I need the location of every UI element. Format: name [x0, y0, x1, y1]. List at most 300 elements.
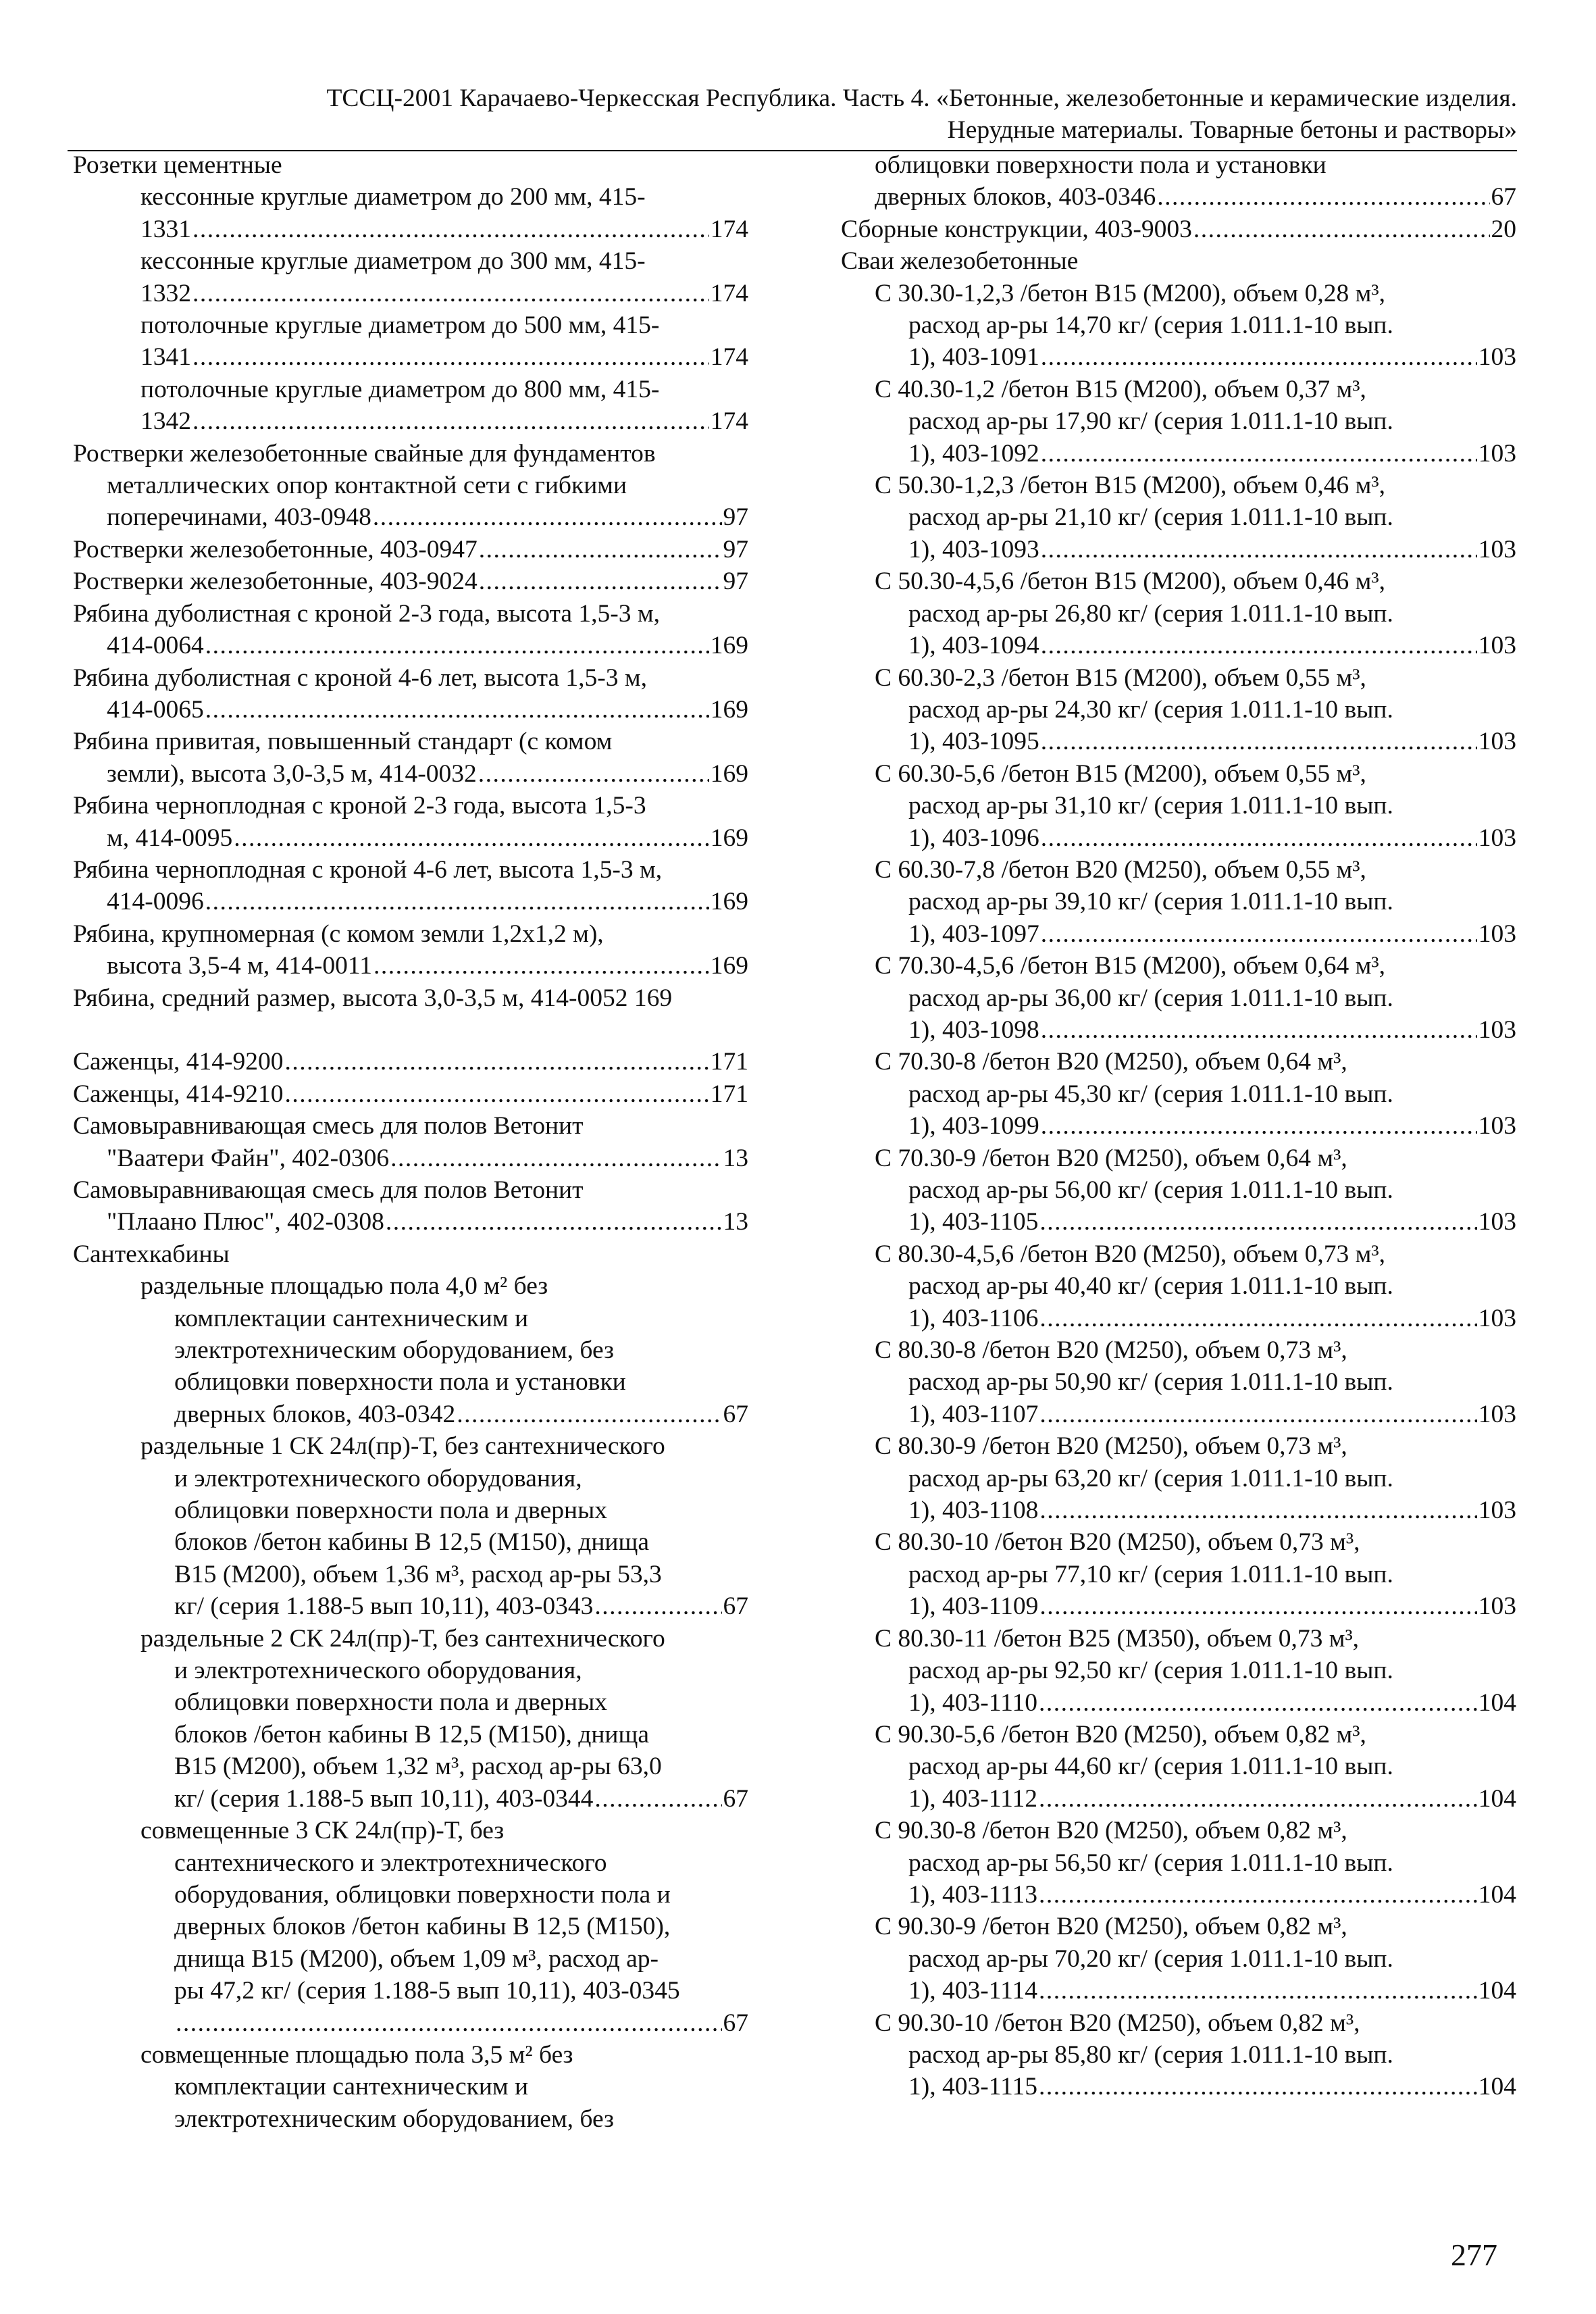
index-entry-line	[841, 598, 1516, 630]
index-entry-text: С 90.30-9 /бетон В20 (М250), объем 0,82 м³,	[875, 1913, 1347, 1941]
page-reference: 171	[710, 1080, 748, 1108]
index-entry-text: 414-0064	[107, 632, 204, 660]
index-entry-line	[841, 918, 1516, 950]
index-entry-line	[841, 213, 1516, 245]
page-reference: 169	[710, 632, 748, 660]
page-reference: 103	[1478, 1592, 1516, 1621]
index-entry	[73, 565, 748, 597]
index-entry-line	[841, 1494, 1516, 1526]
page-reference: 103	[1478, 1112, 1516, 1140]
index-entry	[841, 278, 1516, 374]
index-entry-line	[73, 374, 748, 405]
page-reference: 169	[634, 984, 673, 1012]
index-entry-text: земли), высота 3,0-3,5 м, 414-0032	[107, 759, 477, 788]
index-entry	[73, 1815, 748, 2039]
index-entry-text: С 80.30-4,5,6 /бетон В20 (М250), объем 0,73 м³,	[875, 1240, 1385, 1268]
index-entry-line	[841, 1334, 1516, 1366]
page-reference: 169	[710, 695, 748, 724]
index-entry-text: 1), 403-1099	[908, 1112, 1039, 1140]
index-entry-text: расход ар-ры 39,10 кг/ (серия 1.011.1-10 вып.	[908, 888, 1393, 916]
index-entry-text: оборудования, облицовки поверхности пола и	[174, 1880, 671, 1909]
index-entry-text: С 80.30-9 /бетон В20 (М250), объем 0,73 м³,	[875, 1432, 1347, 1461]
dot-leader	[1041, 918, 1477, 950]
index-entry	[841, 470, 1516, 565]
index-entry-line	[73, 1110, 748, 1142]
index-entry-text: кг/ (серия 1.188-5 вып 10,11), 403-0343	[174, 1592, 594, 1621]
dot-leader	[478, 758, 709, 790]
index-entry-text: Саженцы, 414-9200	[73, 1048, 284, 1076]
index-entry-text: С 80.30-11 /бетон В25 (М350), объем 0,73 м³,	[875, 1624, 1360, 1653]
index-entry-text: С 60.30-5,6 /бетон В15 (М200), объем 0,55 м³,	[875, 759, 1366, 788]
index-spacer	[73, 1014, 748, 1046]
index-entry-line	[841, 2071, 1516, 2103]
index-entry-line	[73, 1559, 748, 1590]
index-entry-line	[73, 1399, 748, 1430]
page-reference: 13	[723, 1144, 748, 1172]
index-entry-text: Самовыравнивающая смесь для полов Ветонит	[73, 1112, 584, 1140]
header-line-2: Нерудные материалы. Товарные бетоны и растворы»	[947, 116, 1517, 144]
index-entry-line	[73, 822, 748, 854]
dot-leader	[234, 822, 709, 854]
index-entry-text: "Ваатери Файн", 402-0306	[107, 1144, 390, 1172]
index-entry-text: потолочные круглые диаметром до 800 мм, 415-	[140, 375, 660, 403]
index-entry-line	[841, 1014, 1516, 1046]
index-entry-line	[73, 149, 748, 181]
index-entry-line	[73, 1430, 748, 1462]
index-entry-text: С 50.30-4,5,6 /бетон В15 (М200), объем 0,46 м³,	[875, 568, 1385, 596]
index-entry-line	[841, 982, 1516, 1014]
index-entry-line	[841, 181, 1516, 213]
index-entry-line	[841, 534, 1516, 565]
index-entry	[841, 1526, 1516, 1622]
dot-leader	[1041, 1014, 1477, 1046]
index-entry-line	[841, 1399, 1516, 1430]
index-entry-text: раздельные площадью пола 4,0 м² без	[140, 1272, 548, 1301]
index-entry-text: 1), 403-1106	[908, 1304, 1039, 1332]
index-entry-text: облицовки поверхности пола и дверных	[174, 1688, 608, 1717]
index-entry-text: 1), 403-1114	[908, 1977, 1037, 2005]
index-entry-text: Рябина черноплодная с кроной 2-3 года, высота 1,5-3	[73, 792, 646, 820]
index-entry-line	[73, 1719, 748, 1751]
dot-leader	[457, 1399, 721, 1430]
index-entry-text: расход ар-ры 31,10 кг/ (серия 1.011.1-10 вып.	[908, 792, 1393, 820]
index-entry-line	[841, 245, 1516, 277]
index-entry-line	[73, 501, 748, 533]
index-entry	[73, 245, 748, 309]
page-reference: 104	[1478, 2073, 1516, 2101]
index-entry-text: Рябина дуболистная с кроной 4-6 лет, высота 1,5-3 м,	[73, 663, 648, 692]
index-entry-text: дверных блоков /бетон кабины В 12,5 (М150),	[174, 1913, 671, 1941]
index-entry-line	[841, 822, 1516, 854]
index-entry-text: Рябина черноплодная с кроной 4-6 лет, высота 1,5-3 м,	[73, 855, 663, 884]
index-entry-line	[73, 2103, 748, 2135]
index-entry-line	[73, 1783, 748, 1815]
index-entry-text: С 90.30-5,6 /бетон В20 (М250), объем 0,82 м³,	[875, 1720, 1366, 1749]
dot-leader	[205, 630, 709, 661]
index-entry-text: 414-0065	[107, 695, 204, 724]
index-entry-line	[841, 2039, 1516, 2071]
page-reference: 104	[1478, 1977, 1516, 2005]
index-entry-line	[841, 1719, 1516, 1751]
index-entry	[73, 1430, 748, 1622]
index-entry	[841, 1334, 1516, 1430]
index-entry-line	[841, 1815, 1516, 1846]
index-entry-text: расход ар-ры 63,20 кг/ (серия 1.011.1-10 вып.	[908, 1464, 1393, 1492]
dot-leader	[1039, 2071, 1477, 2103]
index-entry-line	[841, 726, 1516, 757]
index-entry-line	[73, 1623, 748, 1655]
index-entry-text: Ростверки железобетонные, 403-0947	[73, 535, 478, 563]
index-entry-text: совмещенные 3 СК 24л(пр)-Т, без	[140, 1817, 505, 1845]
dot-leader	[1041, 822, 1477, 854]
index-entry	[73, 149, 748, 181]
index-entry-text: расход ар-ры 36,00 кг/ (серия 1.011.1-10 вып.	[908, 984, 1393, 1012]
page-reference: 169	[710, 759, 748, 788]
index-entry-line	[73, 1526, 748, 1558]
index-entry-text: расход ар-ры 17,90 кг/ (серия 1.011.1-10 вып.	[908, 407, 1393, 436]
dot-leader	[1041, 1110, 1477, 1142]
index-entry-text: С 70.30-4,5,6 /бетон В15 (М200), объем 0,64 м³,	[875, 952, 1385, 980]
index-entry	[841, 2007, 1516, 2103]
index-entry	[73, 1046, 748, 1078]
index-entry-line	[841, 341, 1516, 373]
index-entry-text: С 50.30-1,2,3 /бетон В15 (М200), объем 0,46 м³,	[875, 472, 1385, 500]
dot-leader	[285, 1046, 709, 1078]
page-reference: 97	[723, 535, 748, 563]
dot-leader	[1039, 1494, 1476, 1526]
index-entry-line	[73, 1366, 748, 1398]
index-entry-line	[73, 1206, 748, 1238]
index-entry-line	[841, 1623, 1516, 1655]
index-entry-line	[841, 405, 1516, 437]
page-reference: 97	[723, 568, 748, 596]
index-column-right	[841, 149, 1516, 2103]
index-entry-text: Рябина дуболистная с кроной 2-3 года, высота 1,5-3 м,	[73, 599, 660, 628]
dot-leader	[1041, 534, 1477, 565]
index-entry-text: расход ар-ры 56,00 кг/ (серия 1.011.1-10 вып.	[908, 1176, 1393, 1204]
index-entry-text: В15 (М200), объем 1,32 м³, расход ар-ры 63,0	[174, 1753, 662, 1781]
index-entry	[841, 1911, 1516, 2007]
index-entry-line	[841, 1366, 1516, 1398]
index-entry	[73, 662, 748, 726]
dot-leader	[1039, 1590, 1476, 1622]
index-entry-line	[73, 1879, 748, 1911]
index-entry-line	[73, 1590, 748, 1622]
index-entry-text: потолочные круглые диаметром до 500 мм, 415-	[140, 311, 660, 340]
index-entry-text: С 90.30-8 /бетон В20 (М250), объем 0,82 м³,	[875, 1817, 1347, 1845]
page-reference: 103	[1478, 1015, 1516, 1044]
index-entry-text: расход ар-ры 45,30 кг/ (серия 1.011.1-10 вып.	[908, 1080, 1393, 1108]
index-entry-line	[841, 790, 1516, 822]
page-reference: 169	[710, 888, 748, 916]
index-entry-line	[841, 1046, 1516, 1078]
index-entry	[73, 598, 748, 662]
index-entry-line	[841, 758, 1516, 790]
index-entry-line	[841, 2007, 1516, 2039]
page-reference: 67	[723, 1592, 748, 1621]
index-entry-text: С 60.30-2,3 /бетон В15 (М200), объем 0,55 м³,	[875, 663, 1366, 692]
index-entry-line	[841, 1751, 1516, 1782]
index-entry	[841, 854, 1516, 950]
index-entry-line	[841, 1238, 1516, 1270]
index-entry-text: и электротехнического оборудования,	[174, 1657, 582, 1685]
index-entry-line	[73, 886, 748, 917]
index-entry-text: облицовки поверхности пола и дверных	[174, 1496, 608, 1525]
dot-leader	[1039, 1206, 1476, 1238]
index-entry-line	[73, 309, 748, 341]
dot-leader	[1041, 630, 1477, 661]
index-entry-line	[73, 438, 748, 470]
index-entry-text: расход ар-ры 44,60 кг/ (серия 1.011.1-10 вып.	[908, 1753, 1393, 1781]
index-entry-line	[73, 2071, 748, 2103]
index-entry-line	[73, 181, 748, 213]
index-entry-text: 1), 403-1091	[908, 343, 1039, 372]
index-entry	[841, 1046, 1516, 1142]
index-entry-text: электротехническим оборудованием, без	[174, 1336, 614, 1365]
index-entry-line	[841, 1078, 1516, 1110]
index-entry-text: 1), 403-1115	[908, 2073, 1037, 2101]
index-entry-line	[841, 1526, 1516, 1558]
index-entry-line	[841, 149, 1516, 181]
index-entry-text: расход ар-ры 14,70 кг/ (серия 1.011.1-10 вып.	[908, 311, 1393, 340]
index-entry-text: Рябина привитая, повышенный стандарт (с комом	[73, 728, 613, 756]
index-entry	[73, 2039, 748, 2135]
index-entry-line	[841, 1174, 1516, 1206]
index-entry-line	[73, 470, 748, 501]
index-entry	[73, 1078, 748, 1110]
index-entry	[841, 1142, 1516, 1238]
index-entry-line	[73, 1911, 748, 1942]
page-reference: 67	[723, 1784, 748, 1813]
index-entry-line	[73, 598, 748, 630]
index-entry-line	[73, 2007, 748, 2039]
index-entry-line	[841, 1206, 1516, 1238]
index-entry-text: Сборные конструкции, 403-9003	[841, 215, 1192, 243]
index-entry-text: 1342	[140, 407, 191, 436]
dot-leader	[1039, 1879, 1477, 1911]
page-reference: 20	[1491, 215, 1516, 243]
page-reference: 67	[1491, 183, 1516, 211]
index-entry-line	[73, 1303, 748, 1334]
index-entry-line	[73, 662, 748, 694]
index-entry-line	[841, 1655, 1516, 1686]
index-entry-text: 1), 403-1093	[908, 535, 1039, 563]
index-entry-line	[841, 1975, 1516, 2007]
dot-leader	[1039, 1399, 1476, 1430]
dot-leader	[176, 2007, 722, 2039]
index-entry-text: 414-0096	[107, 888, 204, 916]
index-entry-text: расход ар-ры 56,50 кг/ (серия 1.011.1-10 вып.	[908, 1848, 1393, 1877]
index-entry	[841, 374, 1516, 470]
page-reference: 169	[710, 824, 748, 852]
index-entry-line	[841, 1463, 1516, 1494]
index-entry-text: 1332	[140, 279, 191, 307]
index-entry-line	[841, 950, 1516, 982]
index-entry-line	[841, 854, 1516, 886]
index-entry-text: 1), 403-1095	[908, 728, 1039, 756]
dot-leader	[479, 534, 722, 565]
index-entry-line	[841, 1303, 1516, 1334]
index-entry-line	[841, 565, 1516, 597]
index-entry-text: поперечинами, 403-0948	[107, 503, 371, 532]
index-entry-text: комплектации сантехническим и	[174, 2073, 529, 2101]
index-entry-line	[73, 534, 748, 565]
index-entry	[841, 1238, 1516, 1334]
index-entry-line	[841, 1110, 1516, 1142]
page-reference: 13	[723, 1208, 748, 1236]
index-entry-text: Самовыравнивающая смесь для полов Ветонит	[73, 1176, 584, 1204]
index-entry-text: 1), 403-1107	[908, 1400, 1039, 1428]
index-entry-line	[73, 341, 748, 373]
index-entry-text: 1), 403-1110	[908, 1688, 1037, 1717]
index-entry-line	[841, 662, 1516, 694]
index-entry-text: С 70.30-9 /бетон В20 (М250), объем 0,64 м³,	[875, 1144, 1347, 1172]
index-entry-text: 1), 403-1094	[908, 632, 1039, 660]
index-entry-text: 1), 403-1097	[908, 920, 1039, 948]
index-entry-line	[841, 886, 1516, 917]
index-entry-text: С 80.30-10 /бетон В20 (М250), объем 0,73 м³,	[875, 1528, 1360, 1557]
index-entry-text: расход ар-ры 77,10 кг/ (серия 1.011.1-10 вып.	[908, 1560, 1393, 1588]
index-entry	[73, 790, 748, 854]
dot-leader	[1041, 726, 1477, 757]
index-entry-line	[73, 758, 748, 790]
page-reference: 104	[1478, 1784, 1516, 1813]
index-entry-text: 1), 403-1092	[908, 439, 1039, 468]
index-entry-line	[841, 630, 1516, 661]
index-entry-line	[73, 982, 748, 1014]
index-entry-text: С 60.30-7,8 /бетон В20 (М250), объем 0,55 м³,	[875, 855, 1366, 884]
index-entry-text: м, 414-0095	[107, 824, 233, 852]
page-reference: 103	[1478, 1208, 1516, 1236]
index-entry-text: кессонные круглые диаметром до 300 мм, 415-	[140, 247, 646, 276]
index-entry-text: дверных блоков, 403-0342	[174, 1400, 456, 1428]
index-entry	[841, 245, 1516, 277]
index-entry-line	[73, 1078, 748, 1110]
index-entry	[73, 854, 748, 918]
dot-leader	[1157, 181, 1489, 213]
index-entry-text: дверных блоков, 403-0346	[875, 183, 1156, 211]
index-entry	[841, 1623, 1516, 1719]
index-entry-text: кг/ (серия 1.188-5 вып 10,11), 403-0344	[174, 1784, 594, 1813]
index-entry-text: расход ар-ры 70,20 кг/ (серия 1.011.1-10 вып.	[908, 1944, 1393, 1973]
index-entry-text: С 30.30-1,2,3 /бетон В15 (М200), объем 0,28 м³,	[875, 279, 1385, 307]
index-entry-line	[73, 918, 748, 950]
index-entry-text: "Плаано Плюс", 402-0308	[107, 1208, 384, 1236]
page-reference: 103	[1478, 1496, 1516, 1525]
index-entry	[73, 309, 748, 374]
index-entry-line	[841, 1430, 1516, 1462]
dot-leader	[386, 1206, 722, 1238]
index-entry-line	[73, 245, 748, 277]
index-entry-text: сантехнического и электротехнического	[174, 1848, 607, 1877]
index-entry-text: Рябина, крупномерная (с комом земли 1,2х1,2 м),	[73, 920, 604, 948]
index-entry	[841, 149, 1516, 213]
index-entry-text: кессонные круглые диаметром до 200 мм, 415-	[140, 183, 646, 211]
index-entry-line	[841, 374, 1516, 405]
index-entry-text: ры 47,2 кг/ (серия 1.188-5 вып 10,11), 403-0345	[174, 1977, 680, 2005]
dot-leader	[205, 886, 709, 917]
index-entry-line	[841, 470, 1516, 501]
page-reference: 174	[710, 407, 748, 436]
dot-leader	[373, 501, 722, 533]
index-entry-line	[73, 726, 748, 757]
page-reference: 67	[723, 2009, 748, 2037]
index-entry-text: 1), 403-1108	[908, 1496, 1039, 1525]
index-entry-text: 1), 403-1096	[908, 824, 1039, 852]
index-entry-text: электротехническим оборудованием, без	[174, 2105, 614, 2133]
index-entry	[73, 1238, 748, 1270]
index-entry-text: Сантехкабины	[73, 1240, 230, 1268]
index-entry-text: расход ар-ры 50,90 кг/ (серия 1.011.1-10 вып.	[908, 1368, 1393, 1397]
index-entry	[73, 918, 748, 982]
index-entry-line	[73, 1270, 748, 1302]
page-reference: 104	[1478, 1688, 1516, 1717]
page-reference: 67	[723, 1400, 748, 1428]
dot-leader	[1041, 341, 1477, 373]
index-entry-text: металлических опор контактной сети с гибкими	[107, 472, 627, 500]
dot-leader	[479, 565, 722, 597]
index-entry-text: блоков /бетон кабины В 12,5 (М150), днища	[174, 1528, 650, 1557]
index-entry-line	[73, 1751, 748, 1782]
header-line-1: ТССЦ-2001 Карачаево-Черкесская Республика. Часть 4. «Бетонные, железобетонные и керамические изделия.	[326, 84, 1517, 112]
index-entry-line	[73, 950, 748, 982]
index-entry-text: облицовки поверхности пола и установки	[875, 151, 1327, 179]
index-entry-text: высота 3,5-4 м, 414-0011	[107, 952, 372, 980]
page-reference: 103	[1478, 535, 1516, 563]
index-entry-text: С 70.30-8 /бетон В20 (М250), объем 0,64 м³,	[875, 1048, 1347, 1076]
index-entry	[841, 1719, 1516, 1815]
page-reference: 171	[710, 1048, 748, 1076]
index-entry	[841, 758, 1516, 854]
index-entry	[73, 982, 748, 1014]
index-entry-text: Ростверки железобетонные свайные для фундаментов	[73, 439, 656, 468]
index-entry	[73, 1270, 748, 1430]
dot-leader	[1039, 1975, 1477, 2007]
index-entry-line	[841, 1879, 1516, 1911]
index-entry-line	[841, 1559, 1516, 1590]
index-entry-line	[73, 278, 748, 309]
index-entry-line	[73, 1686, 748, 1718]
dot-leader	[390, 1142, 721, 1174]
index-entry-text: Сваи железобетонные	[841, 247, 1079, 276]
index-entry-line	[73, 1943, 748, 1975]
dot-leader	[594, 1590, 721, 1622]
index-entry-line	[73, 854, 748, 886]
index-entry-line	[73, 1975, 748, 2007]
dot-leader	[1041, 438, 1477, 470]
page-reference: 103	[1478, 343, 1516, 372]
index-entry-text: 1341	[140, 343, 191, 372]
index-entry-line	[841, 501, 1516, 533]
index-entry-line	[73, 630, 748, 661]
index-entry	[73, 374, 748, 438]
page-reference: 103	[1478, 824, 1516, 852]
index-entry-line	[73, 2039, 748, 2071]
index-entry	[73, 1174, 748, 1238]
page-reference: 97	[723, 503, 748, 532]
index-entry-line	[73, 1238, 748, 1270]
page-reference: 103	[1478, 1400, 1516, 1428]
index-entry-line	[841, 1943, 1516, 1975]
index-entry-text: и электротехнического оборудования,	[174, 1464, 582, 1492]
page-reference: 174	[710, 215, 748, 243]
index-entry-line	[73, 1142, 748, 1174]
index-entry	[841, 662, 1516, 758]
index-entry	[73, 534, 748, 565]
index-entry	[841, 565, 1516, 661]
index-entry-text: В15 (М200), объем 1,36 м³, расход ар-ры 53,3	[174, 1560, 662, 1588]
index-entry	[73, 438, 748, 534]
